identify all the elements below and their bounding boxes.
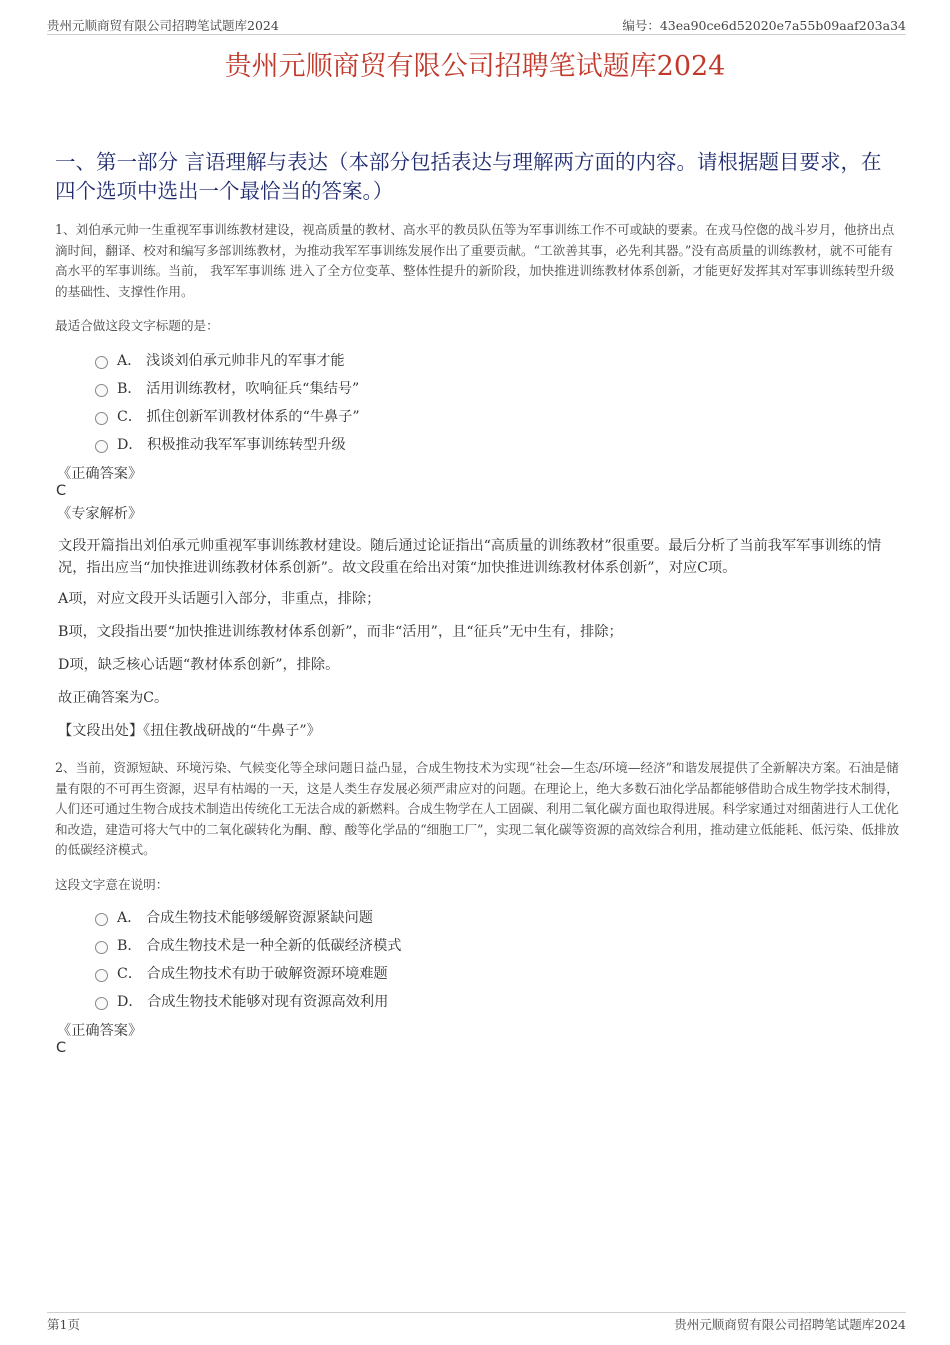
option-label: C． 抓住创新军训教材体系的“牛鼻子” (117, 409, 360, 425)
section-heading: 一、第一部分 言语理解与表达（本部分包括表达与理解两方面的内容。请根据题目要求，在四个选项中选出一个最恰当的答案。） (55, 150, 882, 203)
q1-option-b[interactable] (95, 378, 359, 398)
q1-answer: C (56, 483, 67, 499)
radio-icon[interactable] (95, 997, 108, 1010)
q1-analysis-d: D项，缺乏核心话题“教材体系创新”，排除。 (58, 657, 340, 673)
radio-icon[interactable] (95, 412, 108, 425)
q1-option-d[interactable] (95, 434, 346, 454)
q1-analysis-summary: 文段开篇指出刘伯承元帅重视军事训练教材建设。随后通过论证指出“高质量的训练教材”很重要。最后分析了当前我军军事训练的情况，指出应当“加快推进训练教材体系创新”。故文段重在给出对策“加快推进训练教材体系创新”，对应C项。 (58, 538, 882, 576)
footer-doc-title: 贵州元顺商贸有限公司招聘笔试题库2024 (674, 1317, 906, 1332)
option-label: C． 合成生物技术有助于破解资源环境难题 (117, 966, 388, 982)
q1-option-c[interactable] (95, 406, 360, 426)
q2-option-a[interactable] (95, 907, 373, 927)
radio-icon[interactable] (95, 440, 108, 453)
question-2-prompt: 这段文字意在说明： (55, 877, 169, 892)
radio-icon[interactable] (95, 384, 108, 397)
option-label: A． 合成生物技术能够缓解资源紧缺问题 (117, 910, 373, 926)
q1-analysis-label: 《专家解析》 (57, 506, 143, 522)
option-label: D． 合成生物技术能够对现有资源高效利用 (117, 994, 389, 1010)
radio-icon[interactable] (95, 356, 108, 369)
q1-analysis-source: 【文段出处】《扭住教战研战的“牛鼻子”》 (58, 723, 321, 739)
radio-icon[interactable] (95, 913, 108, 926)
option-label: A． 浅谈刘伯承元帅非凡的军事才能 (117, 353, 345, 369)
q1-answer-label: 《正确答案》 (57, 466, 143, 482)
option-label: D． 积极推动我军军事训练转型升级 (117, 437, 346, 453)
page-title: 贵州元顺商贸有限公司招聘笔试题库2024 (224, 51, 726, 82)
question-1-prompt: 最适合做这段文字标题的是： (55, 318, 219, 333)
radio-icon[interactable] (95, 941, 108, 954)
page-header (47, 14, 906, 35)
q2-option-d[interactable] (95, 991, 388, 1011)
question-1-text: 1、刘伯承元帅一生重视军事训练教材建设，视高质量的教材、高水平的教员队伍等为军事训练工作不可或缺的要素。在戎马倥偬的战斗岁月，他挤出点滴时间，翻译、校对和编写多部训练教材，为推动我军军事训练发展作出了重要贡献。“工欲善其事，必先利其器。”没有高质量的训练教材，就不可能有高水平的军事训练。当前， 我军军事训练 进入了全方位变革、整体性提升的新阶段，加快推进训练教材体系创新，才能更好发挥其对军事训练转型升级的基础性、支撑性作用。 (55, 222, 895, 299)
q1-option-a[interactable] (95, 350, 345, 370)
header-doc-id: 编号：43ea90ce6d52020e7a55b09aaf203a34 (622, 18, 906, 33)
q1-analysis-conclusion: 故正确答案为C。 (58, 690, 169, 706)
radio-icon[interactable] (95, 969, 108, 982)
footer-page-number: 第1页 (47, 1317, 80, 1332)
option-label: B． 合成生物技术是一种全新的低碳经济模式 (117, 938, 402, 954)
page-footer (47, 1312, 906, 1333)
header-doc-title: 贵州元顺商贸有限公司招聘笔试题库2024 (47, 18, 279, 33)
q2-option-b[interactable] (95, 935, 402, 955)
q2-option-c[interactable] (95, 963, 388, 983)
question-2-text: 2、当前，资源短缺、环境污染、气候变化等全球问题日益凸显，合成生物技术为实现“社会—生态/环境—经济”和谐发展提供了全新解决方案。石油是储量有限的不可再生资源，迟早有枯竭的一天，这是人类生存发展必须严肃应对的问题。在理论上，绝大多数石油化学品都能够借助合成生物学技术制得，人们还可通过生物合成技术制造出传统化工无法合成的新燃料。合成生物学在人工固碳、利用二氧化碳方面也取得进展。科学家通过对细菌进行人工优化和改造，建造可将大气中的二氧化碳转化为酮、醇、酸等化学品的“细胞工厂”，实现二氧化碳等资源的高效综合利用，推动建立低能耗、低污染、低排放的低碳经济模式。 (55, 760, 900, 858)
q1-analysis-a: A项，对应文段开头话题引入部分，非重点，排除； (58, 591, 381, 607)
option-label: B． 活用训练教材，吹响征兵“集结号” (117, 381, 360, 397)
q1-analysis-b: B项，文段指出要“加快推进训练教材体系创新”，而非“活用”，且“征兵”无中生有，排除； (58, 624, 623, 640)
q2-answer-label: 《正确答案》 (57, 1023, 143, 1039)
q2-answer: C (56, 1040, 67, 1056)
